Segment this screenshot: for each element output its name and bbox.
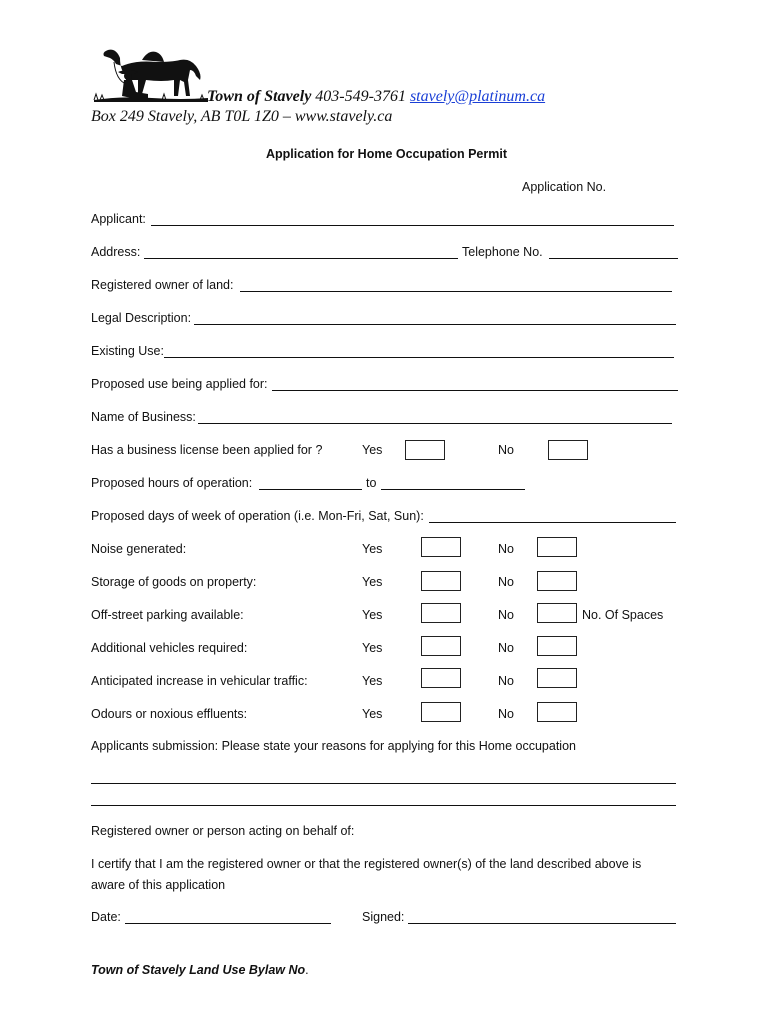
- question-label: Additional vehicles required:: [91, 641, 248, 655]
- town-name: Town of Stavely: [207, 88, 312, 105]
- question-no-label: No: [498, 542, 514, 556]
- applicant-label: Applicant:: [91, 212, 146, 226]
- submission-line-1[interactable]: [91, 771, 676, 784]
- signature-field[interactable]: [408, 911, 676, 924]
- business-license-yes-checkbox[interactable]: [405, 440, 445, 460]
- hours-to-field[interactable]: [381, 477, 525, 490]
- bylaw-text: [91, 963, 309, 977]
- storage-no-checkbox[interactable]: [537, 571, 577, 591]
- question-yes-label: Yes: [362, 575, 383, 589]
- question-no-label: No: [498, 707, 514, 721]
- traffic-yes-checkbox[interactable]: [421, 668, 461, 688]
- odours-no-checkbox[interactable]: [537, 702, 577, 722]
- business-license-no-checkbox[interactable]: [548, 440, 588, 460]
- business-license-label: Has a business license been applied for ?: [91, 443, 323, 457]
- hours-from-field[interactable]: [259, 477, 362, 490]
- address-field[interactable]: [144, 246, 458, 259]
- registered-owner-label: Registered owner of land:: [91, 278, 234, 292]
- address-label: Address:: [91, 245, 141, 259]
- traffic-no-checkbox[interactable]: [537, 668, 577, 688]
- noise-no-checkbox[interactable]: [537, 537, 577, 557]
- question-yes-label: Yes: [362, 641, 383, 655]
- business-name-label: Name of Business:: [91, 410, 196, 424]
- question-label: Noise generated:: [91, 542, 187, 556]
- spaces-label: No. Of Spaces: [582, 608, 664, 622]
- legal-description-label: Legal Description:: [91, 311, 192, 325]
- registered-owner-field[interactable]: [240, 279, 672, 292]
- application-no-label: Application No.: [522, 180, 607, 194]
- days-label: Proposed days of week of operation (i.e. Mon-Fri, Sat, Sun):: [91, 509, 424, 523]
- vehicles-no-checkbox[interactable]: [537, 636, 577, 656]
- date-field[interactable]: [125, 911, 331, 924]
- signed-label: Signed:: [362, 910, 405, 924]
- submission-line-2[interactable]: [91, 793, 676, 806]
- question-label: Off-street parking available:: [91, 608, 244, 622]
- town-email-link[interactable]: stavely@platinum.ca: [409, 88, 546, 105]
- form-title: Application for Home Occupation Permit: [266, 147, 507, 161]
- parking-yes-checkbox[interactable]: [421, 603, 461, 623]
- existing-use-field[interactable]: [164, 345, 674, 358]
- days-field[interactable]: [429, 510, 676, 523]
- question-label: Anticipated increase in vehicular traffic:: [91, 674, 308, 688]
- telephone-field[interactable]: [549, 246, 678, 259]
- business-license-yes-label: Yes: [362, 443, 383, 457]
- town-header-line: [207, 88, 545, 106]
- business-name-field[interactable]: [198, 411, 672, 424]
- town-address: Box 249 Stavely, AB T0L 1Z0 – www.stavely.ca: [91, 108, 393, 125]
- proposed-use-field[interactable]: [272, 378, 678, 391]
- parking-no-checkbox[interactable]: [537, 603, 577, 623]
- question-no-label: No: [498, 575, 514, 589]
- hours-label: Proposed hours of operation:: [91, 476, 253, 490]
- owner-behalf-label: Registered owner or person acting on behalf of:: [91, 824, 355, 838]
- certify-line-1: I certify that I am the registered owner or that the registered owner(s) of the land described above is: [91, 857, 642, 871]
- question-label: Storage of goods on property:: [91, 575, 257, 589]
- certify-line-2: aware of this application: [91, 878, 226, 892]
- vehicles-yes-checkbox[interactable]: [421, 636, 461, 656]
- odours-yes-checkbox[interactable]: [421, 702, 461, 722]
- submission-label: Applicants submission: Please state your reasons for applying for this Home occupation: [91, 739, 576, 753]
- question-yes-label: Yes: [362, 542, 383, 556]
- applicant-field[interactable]: [151, 213, 674, 226]
- question-label: Odours or noxious effluents:: [91, 707, 248, 721]
- legal-description-field[interactable]: [194, 312, 676, 325]
- question-yes-label: Yes: [362, 674, 383, 688]
- noise-yes-checkbox[interactable]: [421, 537, 461, 557]
- question-no-label: No: [498, 608, 514, 622]
- bylaw-title: Town of Stavely Land Use Bylaw No: [91, 963, 306, 977]
- proposed-use-label: Proposed use being applied for:: [91, 377, 268, 391]
- question-no-label: No: [498, 641, 514, 655]
- hours-to-label: to: [366, 476, 377, 490]
- storage-yes-checkbox[interactable]: [421, 571, 461, 591]
- town-phone: 403-549-3761: [315, 88, 406, 105]
- business-license-no-label: No: [498, 443, 514, 457]
- question-no-label: No: [498, 674, 514, 688]
- date-label: Date:: [91, 910, 121, 924]
- telephone-label: Telephone No.: [462, 245, 543, 259]
- existing-use-label: Existing Use:: [91, 344, 164, 358]
- question-yes-label: Yes: [362, 608, 383, 622]
- bylaw-period: .: [305, 963, 309, 977]
- question-yes-label: Yes: [362, 707, 383, 721]
- horse-and-rider-logo-icon: [92, 40, 210, 106]
